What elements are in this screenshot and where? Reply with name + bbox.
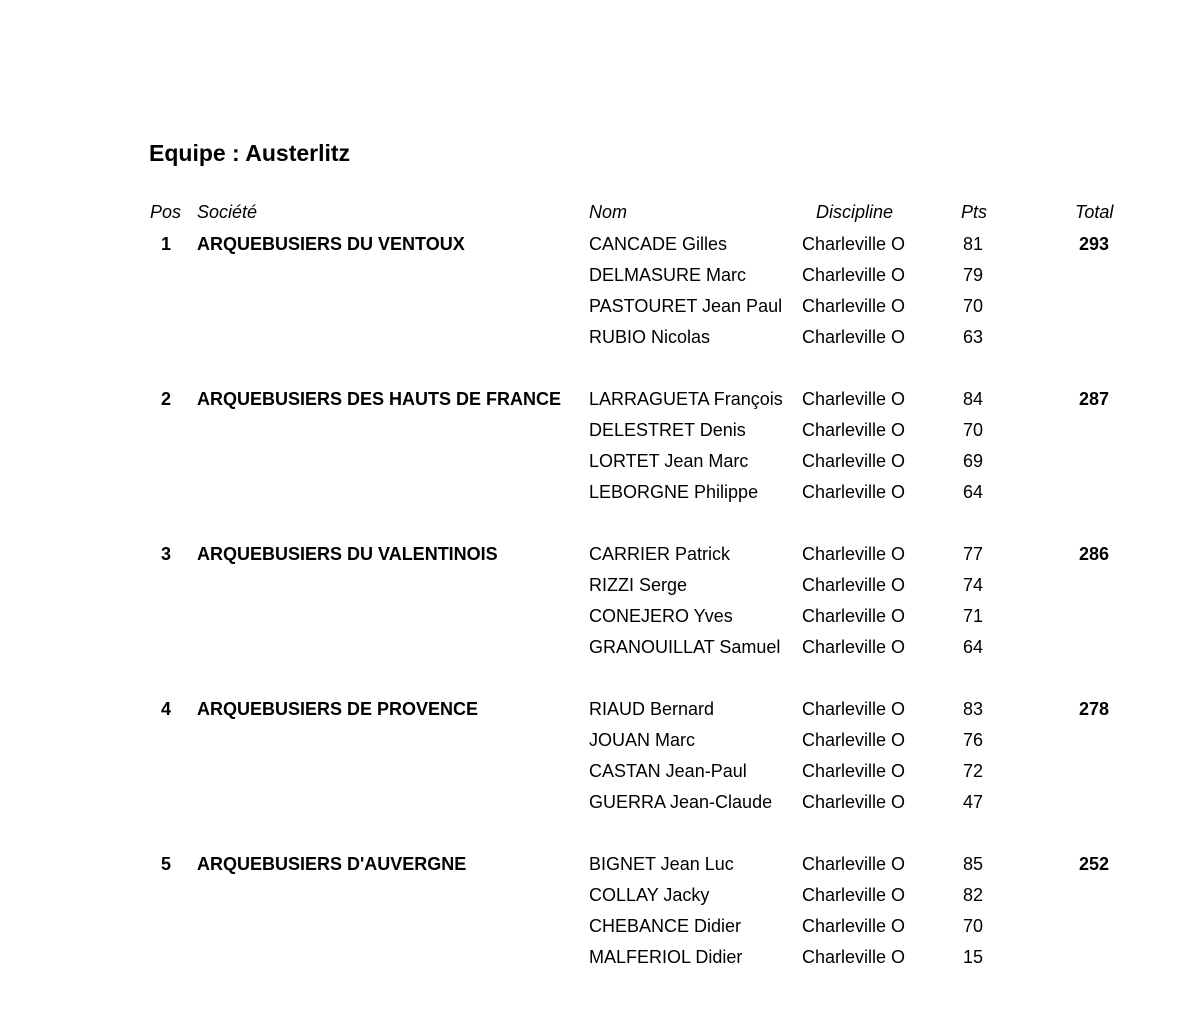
table-row	[0, 325, 1190, 349]
member-discipline: Charleville O	[802, 885, 906, 905]
member-discipline: Charleville O	[802, 761, 906, 781]
member-discipline: Charleville O	[802, 420, 906, 440]
member-points: 74	[963, 575, 984, 595]
team-total: 287	[1078, 389, 1110, 409]
member-name: COLLAY Jacky	[589, 885, 710, 905]
member-points: 64	[963, 637, 984, 657]
member-name: DELMASURE Marc	[589, 265, 747, 285]
team-total: 293	[1078, 234, 1110, 254]
team-position: 1	[160, 234, 171, 254]
table-row	[0, 635, 1190, 659]
table-row	[0, 728, 1190, 752]
member-discipline: Charleville O	[802, 916, 906, 936]
table-row	[0, 263, 1190, 287]
team-societe: ARQUEBUSIERS DU VALENTINOIS	[197, 544, 498, 564]
header-pos: Pos	[150, 202, 182, 222]
member-points: 76	[963, 730, 984, 750]
team-position: 4	[160, 699, 171, 719]
member-discipline: Charleville O	[802, 730, 906, 750]
table-row	[0, 852, 1190, 876]
member-points: 72	[963, 761, 984, 781]
table-row	[0, 790, 1190, 814]
table-row	[0, 759, 1190, 783]
member-discipline: Charleville O	[802, 451, 906, 471]
table-row	[0, 914, 1190, 938]
table-row	[0, 542, 1190, 566]
table-row	[0, 480, 1190, 504]
table-row	[0, 449, 1190, 473]
member-discipline: Charleville O	[802, 544, 906, 564]
team-block	[0, 387, 1190, 542]
member-points: 71	[963, 606, 984, 626]
member-name: RUBIO Nicolas	[589, 327, 711, 347]
member-name: JOUAN Marc	[589, 730, 696, 750]
member-name: LORTET Jean Marc	[589, 451, 749, 471]
team-block	[0, 232, 1190, 387]
member-name: RIZZI Serge	[589, 575, 688, 595]
header-discipline: Discipline	[816, 202, 894, 222]
team-total: 286	[1078, 544, 1110, 564]
member-discipline: Charleville O	[802, 699, 906, 719]
team-societe: ARQUEBUSIERS D'AUVERGNE	[197, 854, 467, 874]
member-name: LARRAGUETA François	[589, 389, 783, 409]
member-discipline: Charleville O	[802, 327, 906, 347]
member-name: PASTOURET Jean Paul	[589, 296, 783, 316]
table-row	[0, 294, 1190, 318]
table-row	[0, 697, 1190, 721]
member-discipline: Charleville O	[802, 234, 906, 254]
member-name: CONEJERO Yves	[589, 606, 733, 626]
team-societe: ARQUEBUSIERS DU VENTOUX	[197, 234, 465, 254]
team-position: 3	[160, 544, 171, 564]
team-total: 278	[1078, 699, 1110, 719]
member-discipline: Charleville O	[802, 606, 906, 626]
member-points: 63	[963, 327, 984, 347]
member-name: CANCADE Gilles	[589, 234, 728, 254]
team-total: 252	[1078, 854, 1110, 874]
results-list	[0, 232, 1190, 1007]
team-position: 2	[160, 389, 171, 409]
member-discipline: Charleville O	[802, 792, 906, 812]
member-points: 82	[963, 885, 984, 905]
member-points: 47	[963, 792, 984, 812]
member-name: CHEBANCE Didier	[589, 916, 742, 936]
table-row	[0, 883, 1190, 907]
header-pts: Pts	[961, 202, 988, 222]
team-block	[0, 852, 1190, 1007]
team-block	[0, 697, 1190, 852]
member-discipline: Charleville O	[802, 265, 906, 285]
member-points: 83	[963, 699, 984, 719]
member-points: 85	[963, 854, 984, 874]
member-discipline: Charleville O	[802, 575, 906, 595]
member-name: BIGNET Jean Luc	[589, 854, 734, 874]
table-header	[0, 202, 1190, 224]
member-points: 15	[963, 947, 984, 967]
member-name: LEBORGNE Philippe	[589, 482, 759, 502]
member-points: 69	[963, 451, 984, 471]
member-discipline: Charleville O	[802, 482, 906, 502]
header-societe: Société	[197, 202, 258, 222]
header-total: Total	[1075, 202, 1114, 222]
member-discipline: Charleville O	[802, 854, 906, 874]
member-points: 79	[963, 265, 984, 285]
team-block	[0, 542, 1190, 697]
member-points: 77	[963, 544, 984, 564]
member-discipline: Charleville O	[802, 947, 906, 967]
member-name: GRANOUILLAT Samuel	[589, 637, 781, 657]
member-points: 70	[963, 296, 984, 316]
member-discipline: Charleville O	[802, 389, 906, 409]
member-discipline: Charleville O	[802, 637, 906, 657]
table-row	[0, 573, 1190, 597]
member-points: 64	[963, 482, 984, 502]
table-row	[0, 232, 1190, 256]
member-points: 81	[963, 234, 984, 254]
member-points: 70	[963, 420, 984, 440]
team-societe: ARQUEBUSIERS DES HAUTS DE FRANCE	[197, 389, 562, 409]
page-title: Equipe : Austerlitz	[149, 140, 351, 166]
header-nom: Nom	[589, 202, 628, 222]
table-row	[0, 604, 1190, 628]
team-position: 5	[160, 854, 171, 874]
member-name: CASTAN Jean-Paul	[589, 761, 747, 781]
member-discipline: Charleville O	[802, 296, 906, 316]
team-societe: ARQUEBUSIERS DE PROVENCE	[197, 699, 479, 719]
member-points: 84	[963, 389, 984, 409]
table-row	[0, 387, 1190, 411]
table-row	[0, 945, 1190, 969]
member-name: RIAUD Bernard	[589, 699, 715, 719]
member-name: DELESTRET Denis	[589, 420, 746, 440]
member-name: CARRIER Patrick	[589, 544, 731, 564]
member-name: GUERRA Jean-Claude	[589, 792, 773, 812]
member-name: MALFERIOL Didier	[589, 947, 743, 967]
table-row	[0, 418, 1190, 442]
member-points: 70	[963, 916, 984, 936]
